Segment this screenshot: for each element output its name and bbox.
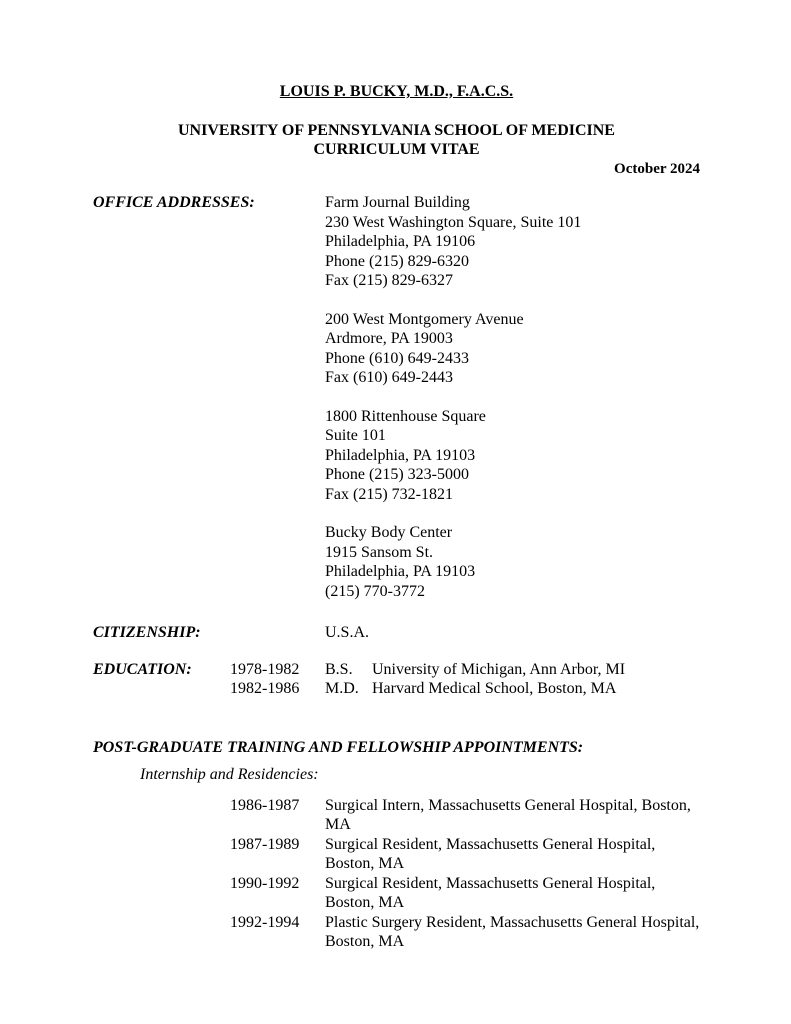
cv-header bbox=[93, 82, 700, 179]
residency-description-line: Surgical Intern, Massachusetts General Hospital, Boston, MA bbox=[325, 796, 691, 833]
address-line: Philadelphia, PA 19106 bbox=[325, 233, 476, 250]
citizenship-value: U.S.A. bbox=[325, 624, 370, 641]
section-education bbox=[93, 660, 700, 699]
address-line: Philadelphia, PA 19103 bbox=[325, 563, 476, 580]
address-line: 1915 Sansom St. bbox=[325, 543, 434, 561]
education-years: 1978-1982 bbox=[230, 660, 300, 678]
office-address-blocks bbox=[325, 193, 581, 601]
address-line: Bucky Body Center bbox=[325, 524, 453, 541]
address-line: Fax (215) 732-1821 bbox=[325, 485, 453, 503]
address-line: Phone (610) 649-2433 bbox=[325, 349, 469, 367]
education-degree: M.D. bbox=[325, 680, 359, 697]
education-rows bbox=[230, 660, 625, 699]
section-postgraduate-training bbox=[93, 738, 700, 952]
document-type-line: CURRICULUM VITAE bbox=[313, 141, 480, 158]
postgraduate-heading: POST-GRADUATE TRAINING AND FELLOWSHIP APPOINTMENTS: bbox=[93, 738, 584, 756]
residency-description bbox=[325, 874, 700, 913]
address-line: 230 West Washington Square, Suite 101 bbox=[325, 213, 582, 231]
residency-years: 1986-1987 bbox=[230, 796, 300, 814]
education-label: EDUCATION: bbox=[93, 660, 192, 678]
address-line: (215) 770-3772 bbox=[325, 582, 425, 600]
residency-entry bbox=[230, 796, 700, 835]
residency-description-line: Plastic Surgery Resident, Massachusetts General Hospital, bbox=[325, 913, 700, 931]
residency-entries bbox=[230, 796, 700, 952]
office-addresses-label: OFFICE ADDRESSES: bbox=[93, 194, 255, 211]
education-years: 1982-1986 bbox=[230, 680, 300, 697]
address-line: 1800 Rittenhouse Square bbox=[325, 407, 486, 425]
residency-description-line: Surgical Resident, Massachusetts General Hospital, bbox=[325, 874, 656, 892]
address-line: Farm Journal Building bbox=[325, 194, 470, 211]
address-line: Ardmore, PA 19003 bbox=[325, 330, 453, 347]
page-title: LOUIS P. BUCKY, M.D., F.A.C.S. bbox=[279, 83, 514, 100]
address-line: 200 West Montgomery Avenue bbox=[325, 310, 524, 328]
residency-years: 1990-1992 bbox=[230, 874, 300, 892]
residency-entry bbox=[230, 835, 700, 874]
address-line: Philadelphia, PA 19103 bbox=[325, 446, 476, 464]
education-institution: University of Michigan, Ann Arbor, MI bbox=[372, 660, 626, 678]
education-row bbox=[230, 660, 625, 680]
residency-entry bbox=[230, 874, 700, 913]
section-office-addresses bbox=[93, 193, 700, 601]
residency-description bbox=[325, 835, 700, 874]
address-block-farm-journal bbox=[325, 193, 581, 291]
residency-description-line: Boston, MA bbox=[325, 855, 405, 872]
address-line: Phone (215) 323-5000 bbox=[325, 466, 469, 483]
internship-residencies-subheading: Internship and Residencies: bbox=[140, 766, 319, 783]
address-block-ardmore bbox=[325, 310, 581, 388]
residency-years: 1987-1989 bbox=[230, 835, 300, 853]
residency-description-line: Boston, MA bbox=[325, 894, 405, 911]
residency-description-line: Boston, MA bbox=[325, 933, 405, 950]
education-degree: B.S. bbox=[325, 660, 353, 678]
education-institution: Harvard Medical School, Boston, MA bbox=[372, 680, 617, 697]
residency-entry bbox=[230, 913, 700, 952]
residency-description bbox=[325, 796, 700, 835]
address-line: Fax (215) 829-6327 bbox=[325, 272, 453, 289]
address-line: Phone (215) 829-6320 bbox=[325, 252, 469, 270]
residency-years: 1992-1994 bbox=[230, 913, 300, 931]
address-line: Fax (610) 649-2443 bbox=[325, 369, 453, 386]
section-citizenship bbox=[93, 623, 700, 643]
institution-line: UNIVERSITY OF PENNSYLVANIA SCHOOL OF MEDICINE bbox=[178, 121, 615, 139]
address-block-rittenhouse bbox=[325, 407, 581, 505]
citizenship-label: CITIZENSHIP: bbox=[93, 624, 201, 641]
residency-description bbox=[325, 913, 700, 952]
address-block-bucky-body-center bbox=[325, 523, 581, 601]
education-row bbox=[230, 679, 625, 699]
residency-description-line: Surgical Resident, Massachusetts General Hospital, bbox=[325, 835, 656, 853]
address-line: Suite 101 bbox=[325, 427, 386, 444]
document-date: October 2024 bbox=[614, 160, 700, 177]
